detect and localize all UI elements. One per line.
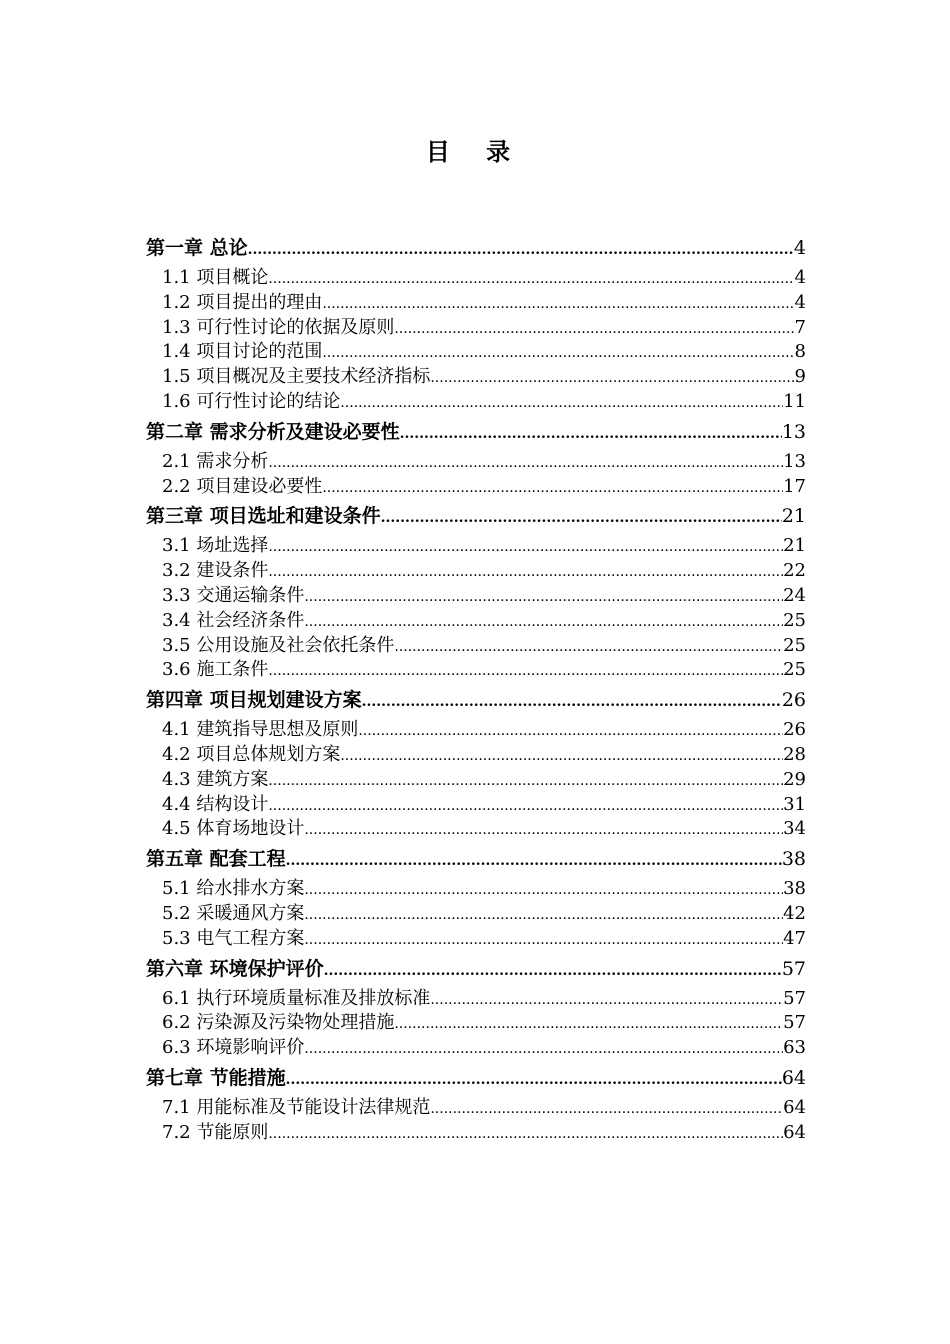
toc-section-entry-label: 4.2 项目总体规划方案 <box>162 743 341 765</box>
toc-section-entry-page-number: 7 <box>794 316 806 338</box>
toc-section-entry[interactable] <box>146 1121 806 1146</box>
toc-chapter-entry-page-number: 4 <box>793 237 806 259</box>
toc-section-entry[interactable] <box>146 340 806 365</box>
table-of-contents <box>146 231 806 1146</box>
toc-section-entry[interactable] <box>146 987 806 1012</box>
toc-section-entry-label: 2.1 需求分析 <box>162 450 269 472</box>
toc-section-entry-label: 1.6 可行性讨论的结论 <box>162 390 341 412</box>
toc-chapter-entry-label: 第二章 需求分析及建设必要性 <box>146 420 400 443</box>
toc-chapter-entry-label: 第六章 环境保护评价 <box>146 957 324 980</box>
toc-section-entry-label: 3.4 社会经济条件 <box>162 609 305 631</box>
dot-leader <box>394 317 794 341</box>
toc-section-entry-page-number: 4 <box>794 267 806 288</box>
dot-leader <box>322 292 794 316</box>
toc-section-entry-page-number: 38 <box>783 878 806 900</box>
toc-section-entry-page-number: 17 <box>783 475 806 497</box>
toc-section-entry-page-number: 4 <box>794 291 806 313</box>
dot-leader <box>340 744 783 768</box>
toc-section-entry-label: 6.1 执行环境质量标准及排放标准 <box>162 987 431 1009</box>
toc-section-entry[interactable] <box>146 634 806 659</box>
toc-section-entry[interactable] <box>146 584 806 609</box>
toc-section-entry[interactable] <box>146 534 806 559</box>
toc-section-entry[interactable] <box>146 365 806 390</box>
toc-chapter-entry-label: 第五章 配套工程 <box>146 848 286 871</box>
dot-leader <box>304 1037 783 1061</box>
dot-leader <box>381 501 782 533</box>
toc-section-entry[interactable] <box>146 793 806 818</box>
toc-chapter-entry-label: 第七章 节能措施 <box>146 1066 286 1089</box>
toc-section-entry-page-number: 64 <box>783 1096 806 1118</box>
dot-leader <box>268 451 783 475</box>
toc-section-entry[interactable] <box>146 1036 806 1061</box>
dot-leader <box>430 988 783 1012</box>
dot-leader <box>304 585 783 609</box>
toc-section-entry-page-number: 22 <box>783 560 806 582</box>
dot-leader <box>430 366 794 390</box>
toc-section-entry-label: 7.1 用能标准及节能设计法律规范 <box>162 1096 431 1118</box>
toc-section-entry-page-number: 57 <box>783 1012 806 1034</box>
toc-chapter-entry[interactable] <box>146 842 806 876</box>
toc-section-entry-page-number: 21 <box>783 535 806 557</box>
toc-chapter-entry-page-number: 57 <box>781 957 806 980</box>
toc-section-entry-page-number: 13 <box>783 450 806 472</box>
dot-leader <box>304 610 783 634</box>
toc-section-entry-page-number: 64 <box>783 1121 806 1143</box>
toc-section-entry-page-number: 25 <box>783 609 806 631</box>
toc-section-entry[interactable] <box>146 475 806 500</box>
toc-section-entry-label: 5.3 电气工程方案 <box>162 927 305 949</box>
toc-section-entry-label: 6.3 环境影响评价 <box>162 1037 305 1059</box>
toc-chapter-entry[interactable] <box>146 683 806 717</box>
toc-chapter-entry-page-number: 21 <box>781 505 806 528</box>
dot-leader <box>268 535 783 559</box>
toc-section-entry-label: 3.5 公用设施及社会依托条件 <box>162 634 395 656</box>
dot-leader <box>362 685 782 717</box>
toc-section-entry-label: 1.4 项目讨论的范围 <box>162 341 323 363</box>
dot-leader <box>268 769 783 793</box>
dot-leader <box>248 233 794 265</box>
toc-section-entry-page-number: 25 <box>783 634 806 656</box>
toc-section-entry[interactable] <box>146 1011 806 1036</box>
toc-section-entry-label: 4.4 结构设计 <box>162 793 269 815</box>
toc-chapter-entry-page-number: 38 <box>781 848 806 871</box>
toc-section-entry[interactable] <box>146 316 806 341</box>
toc-section-entry[interactable] <box>146 291 806 316</box>
toc-section-entry-page-number: 26 <box>783 719 806 741</box>
toc-section-entry-page-number: 9 <box>794 366 806 388</box>
dot-leader <box>322 476 783 500</box>
dot-leader <box>268 267 794 291</box>
dot-leader <box>358 719 783 743</box>
toc-section-entry-label: 1.1 项目概论 <box>162 267 269 288</box>
dot-leader <box>286 1063 782 1095</box>
toc-chapter-entry[interactable] <box>146 952 806 986</box>
toc-section-entry[interactable] <box>146 658 806 683</box>
toc-chapter-entry[interactable] <box>146 231 806 265</box>
dot-leader <box>286 844 782 876</box>
toc-section-entry-label: 3.6 施工条件 <box>162 659 269 681</box>
toc-section-entry[interactable] <box>146 450 806 475</box>
toc-section-entry[interactable] <box>146 743 806 768</box>
toc-section-entry-label: 1.2 项目提出的理由 <box>162 291 323 313</box>
toc-section-entry[interactable] <box>146 927 806 952</box>
toc-section-entry-page-number: 42 <box>783 902 806 924</box>
toc-chapter-entry-label: 第四章 项目规划建设方案 <box>146 689 362 712</box>
toc-section-entry-page-number: 31 <box>783 793 806 815</box>
toc-chapter-entry[interactable] <box>146 1061 806 1095</box>
toc-section-entry[interactable] <box>146 877 806 902</box>
toc-section-entry-label: 4.3 建筑方案 <box>162 768 269 790</box>
toc-section-entry[interactable] <box>146 390 806 415</box>
toc-chapter-entry-label: 第三章 项目选址和建设条件 <box>146 505 381 528</box>
dot-leader <box>268 560 783 584</box>
dot-leader <box>430 1097 783 1121</box>
toc-section-entry-label: 1.3 可行性讨论的依据及原则 <box>162 316 395 338</box>
dot-leader <box>394 1012 783 1036</box>
toc-section-entry[interactable] <box>146 1096 806 1121</box>
dot-leader <box>304 818 783 842</box>
toc-section-entry[interactable] <box>146 902 806 927</box>
toc-section-entry-page-number: 29 <box>783 768 806 790</box>
toc-section-entry[interactable] <box>146 559 806 584</box>
toc-section-entry-label: 1.5 项目概况及主要技术经济指标 <box>162 366 431 388</box>
dot-leader <box>340 391 783 415</box>
toc-section-entry-page-number: 28 <box>783 743 806 765</box>
toc-section-entry[interactable] <box>146 266 806 291</box>
toc-section-entry-label: 3.2 建设条件 <box>162 560 269 582</box>
toc-section-entry-label: 5.2 采暖通风方案 <box>162 902 305 924</box>
dot-leader <box>304 878 783 902</box>
page-title: 目 录 <box>425 137 525 166</box>
toc-section-entry-label: 2.2 项目建设必要性 <box>162 475 323 497</box>
toc-section-entry[interactable] <box>146 718 806 743</box>
toc-section-entry-label: 5.1 给水排水方案 <box>162 878 305 900</box>
toc-section-entry-page-number: 11 <box>783 390 806 412</box>
dot-leader <box>304 903 783 927</box>
toc-section-entry-label: 4.5 体育场地设计 <box>162 818 305 840</box>
toc-section-entry-page-number: 24 <box>783 584 806 606</box>
toc-section-entry-label: 7.2 节能原则 <box>162 1121 269 1143</box>
toc-section-entry[interactable] <box>146 768 806 793</box>
toc-chapter-entry-page-number: 64 <box>781 1066 806 1089</box>
toc-chapter-entry-page-number: 13 <box>781 420 806 443</box>
toc-section-entry-page-number: 8 <box>794 341 806 363</box>
dot-leader <box>322 341 794 365</box>
dot-leader <box>304 928 783 952</box>
toc-section-entry-page-number: 63 <box>783 1037 806 1059</box>
toc-chapter-entry[interactable] <box>146 415 806 449</box>
toc-section-entry[interactable] <box>146 817 806 842</box>
toc-section-entry-label: 3.3 交通运输条件 <box>162 584 305 606</box>
toc-section-entry-label: 3.1 场址选择 <box>162 535 269 557</box>
toc-chapter-entry-page-number: 26 <box>781 689 806 712</box>
dot-leader <box>324 954 782 986</box>
toc-section-entry-label: 6.2 污染源及污染物处理措施 <box>162 1012 395 1034</box>
toc-section-entry-page-number: 34 <box>783 818 806 840</box>
toc-section-entry[interactable] <box>146 609 806 634</box>
dot-leader <box>268 1122 783 1146</box>
dot-leader <box>394 635 783 659</box>
toc-chapter-entry-label: 第一章 总论 <box>146 237 248 259</box>
toc-section-entry-page-number: 47 <box>783 927 806 949</box>
dot-leader <box>268 659 783 683</box>
dot-leader <box>400 417 782 449</box>
toc-section-entry-page-number: 57 <box>783 987 806 1009</box>
toc-section-entry-label: 4.1 建筑指导思想及原则 <box>162 719 359 741</box>
dot-leader <box>268 794 783 818</box>
toc-chapter-entry[interactable] <box>146 499 806 533</box>
toc-section-entry-page-number: 25 <box>783 659 806 681</box>
